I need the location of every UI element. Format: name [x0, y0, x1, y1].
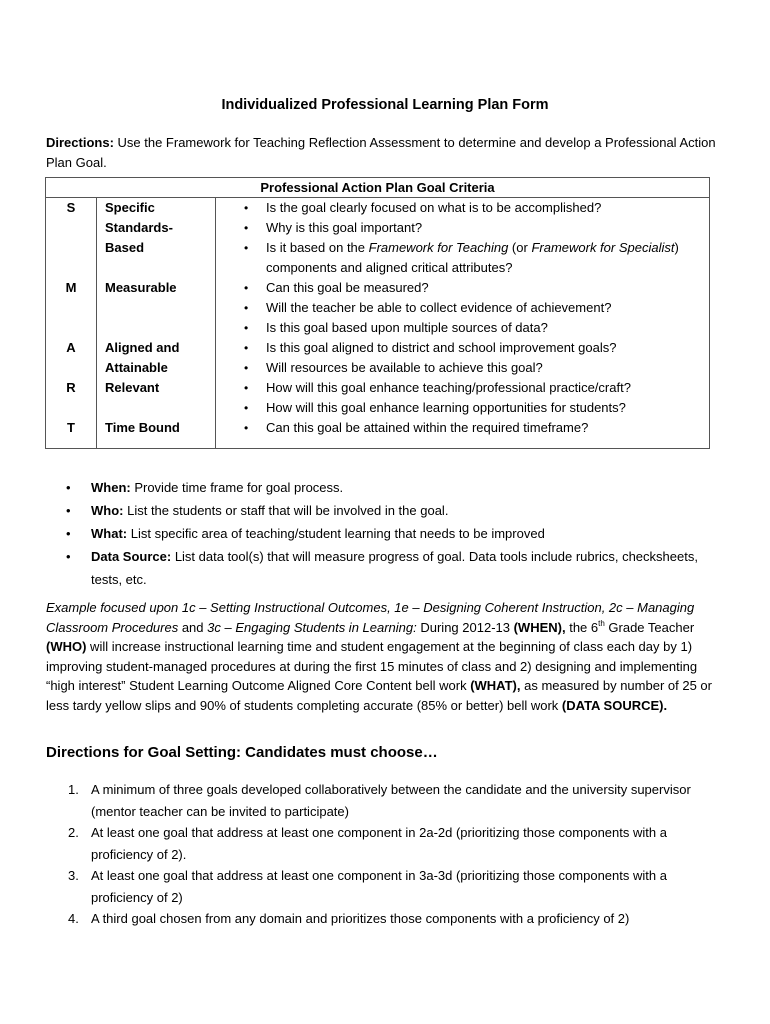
note-label: What:: [91, 526, 128, 541]
question-item: • Is the goal clearly focused on what is to be accomplished?: [216, 198, 709, 218]
question-text: Is it based on the: [266, 240, 369, 255]
question-item: • How will this goal enhance teaching/professional practice/craft?: [216, 378, 709, 398]
label-aligned: Aligned and Attainable: [105, 340, 180, 375]
directions-text: Use the Framework for Teaching Reflection Assessment to determine and develop a Professional Action Plan Goal.: [46, 135, 716, 170]
letter-s: S: [66, 200, 76, 215]
note-data-source: [46, 545, 706, 591]
goal-notes-list: [46, 476, 706, 591]
letter-m: M: [65, 280, 77, 295]
question-text: (or: [508, 240, 532, 255]
note-text: Provide time frame for goal process.: [130, 480, 344, 495]
criteria-table: [45, 177, 710, 449]
example-text: and: [178, 619, 208, 635]
letter-t: T: [67, 420, 75, 435]
example-text: will increase instructional learning time and student engagement at the beginning of class each day by 1) improving student-managed procedures at during the first 15 minutes of class and 2) designing and implementing “high interest” Student Learning Outcome Aligned Core Content bell work: [46, 639, 698, 693]
letter-a: A: [66, 340, 76, 355]
example-paragraph: [46, 598, 714, 715]
question-item: • Can this goal be measured?: [216, 278, 709, 298]
question-item: [216, 238, 709, 278]
framework-for-specialist-title: Framework for Specialist: [531, 240, 675, 255]
note-text: List specific area of teaching/student learning that needs to be improved: [127, 526, 545, 541]
example-text: During 2012-13: [416, 619, 514, 635]
note-who: [46, 499, 706, 522]
item-text: A minimum of three goals developed collaboratively between the candidate and the university supervisor (mentor teacher can be invited to participate): [91, 782, 691, 819]
item-text: A third goal chosen from any domain and prioritizes those components with a proficiency of 2): [91, 911, 630, 926]
questions-column: [216, 198, 710, 449]
example-text: as measured by number of 25 or less tardy yellow slips and 90% of students completing accurate (85% or better) bell work: [46, 678, 712, 713]
question-item: • Why is this goal important?: [216, 218, 709, 238]
question-item: • Is this goal based upon multiple sources of data?: [216, 318, 709, 338]
question-item: • Is this goal aligned to district and school improvement goals?: [216, 338, 709, 358]
note-what: [46, 522, 706, 545]
label-time-bound: Time Bound: [105, 420, 180, 435]
question-item: • Will the teacher be able to collect evidence of achievement?: [216, 298, 709, 318]
example-text: the 6: [565, 619, 599, 635]
item-text: At least one goal that address at least one component in 2a-2d (prioritizing those components with a proficiency of 2).: [91, 825, 667, 862]
item-number: 3.: [68, 868, 79, 883]
page-title: Individualized Professional Learning Plan Form: [221, 97, 549, 113]
note-text: List the students or staff that will be involved in the goal.: [123, 503, 449, 518]
goal-setting-item: [46, 779, 714, 822]
goal-setting-heading: Directions for Goal Setting: Candidates must choose…: [46, 744, 438, 761]
label-specific: Specific Standards-Based: [105, 200, 173, 255]
criteria-table-header-row: [46, 178, 710, 198]
goal-setting-list: [46, 779, 714, 930]
item-number: 4.: [68, 911, 79, 926]
directions-label: Directions:: [46, 135, 114, 150]
question-item: • Will resources be available to achieve this goal?: [216, 358, 709, 378]
question-text: ) components and aligned critical attributes?: [266, 240, 679, 275]
example-what: (WHAT),: [470, 678, 521, 693]
example-superscript: th: [598, 618, 605, 628]
note-text: List data tool(s) that will measure progress of goal. Data tools include rubrics, checksheets, tests, etc.: [91, 549, 698, 587]
example-italic: Example focused upon 1c – Setting Instructional Outcomes, 1e – Designing Coherent Instruction, 2c – Managing Classroom Procedures: [46, 600, 695, 635]
note-label: Who:: [91, 503, 124, 518]
example-data-source: (DATA SOURCE).: [561, 697, 668, 713]
question-item: • Can this goal be attained within the required timeframe?: [216, 418, 709, 448]
example-italic: 3c – Engaging Students in Learning:: [207, 619, 417, 635]
item-text: At least one goal that address at least one component in 3a-3d (prioritizing those components with a proficiency of 2): [91, 868, 667, 905]
goal-setting-item: [46, 908, 714, 930]
example-who: (WHO): [46, 639, 87, 654]
note-label: When:: [91, 480, 131, 495]
letter-r: R: [66, 380, 76, 395]
label-measurable: Measurable: [105, 280, 177, 295]
criteria-table-body-row: [46, 198, 710, 449]
directions-paragraph: [46, 133, 726, 173]
criteria-table-header: Professional Action Plan Goal Criteria: [46, 178, 710, 198]
questions-list: [216, 198, 709, 448]
item-number: 1.: [68, 782, 79, 797]
goal-setting-item: [46, 822, 714, 865]
note-label: Data Source:: [91, 549, 172, 564]
note-when: [46, 476, 706, 499]
framework-for-teaching-title: Framework for Teaching: [368, 240, 509, 255]
letter-column: [46, 198, 97, 449]
label-relevant: Relevant: [105, 380, 160, 395]
label-column: [97, 198, 216, 449]
example-text: Grade Teacher: [604, 619, 695, 635]
item-number: 2.: [68, 825, 79, 840]
question-item: • How will this goal enhance learning opportunities for students?: [216, 398, 709, 418]
example-when: (WHEN),: [513, 619, 566, 635]
goal-setting-item: [46, 865, 714, 908]
